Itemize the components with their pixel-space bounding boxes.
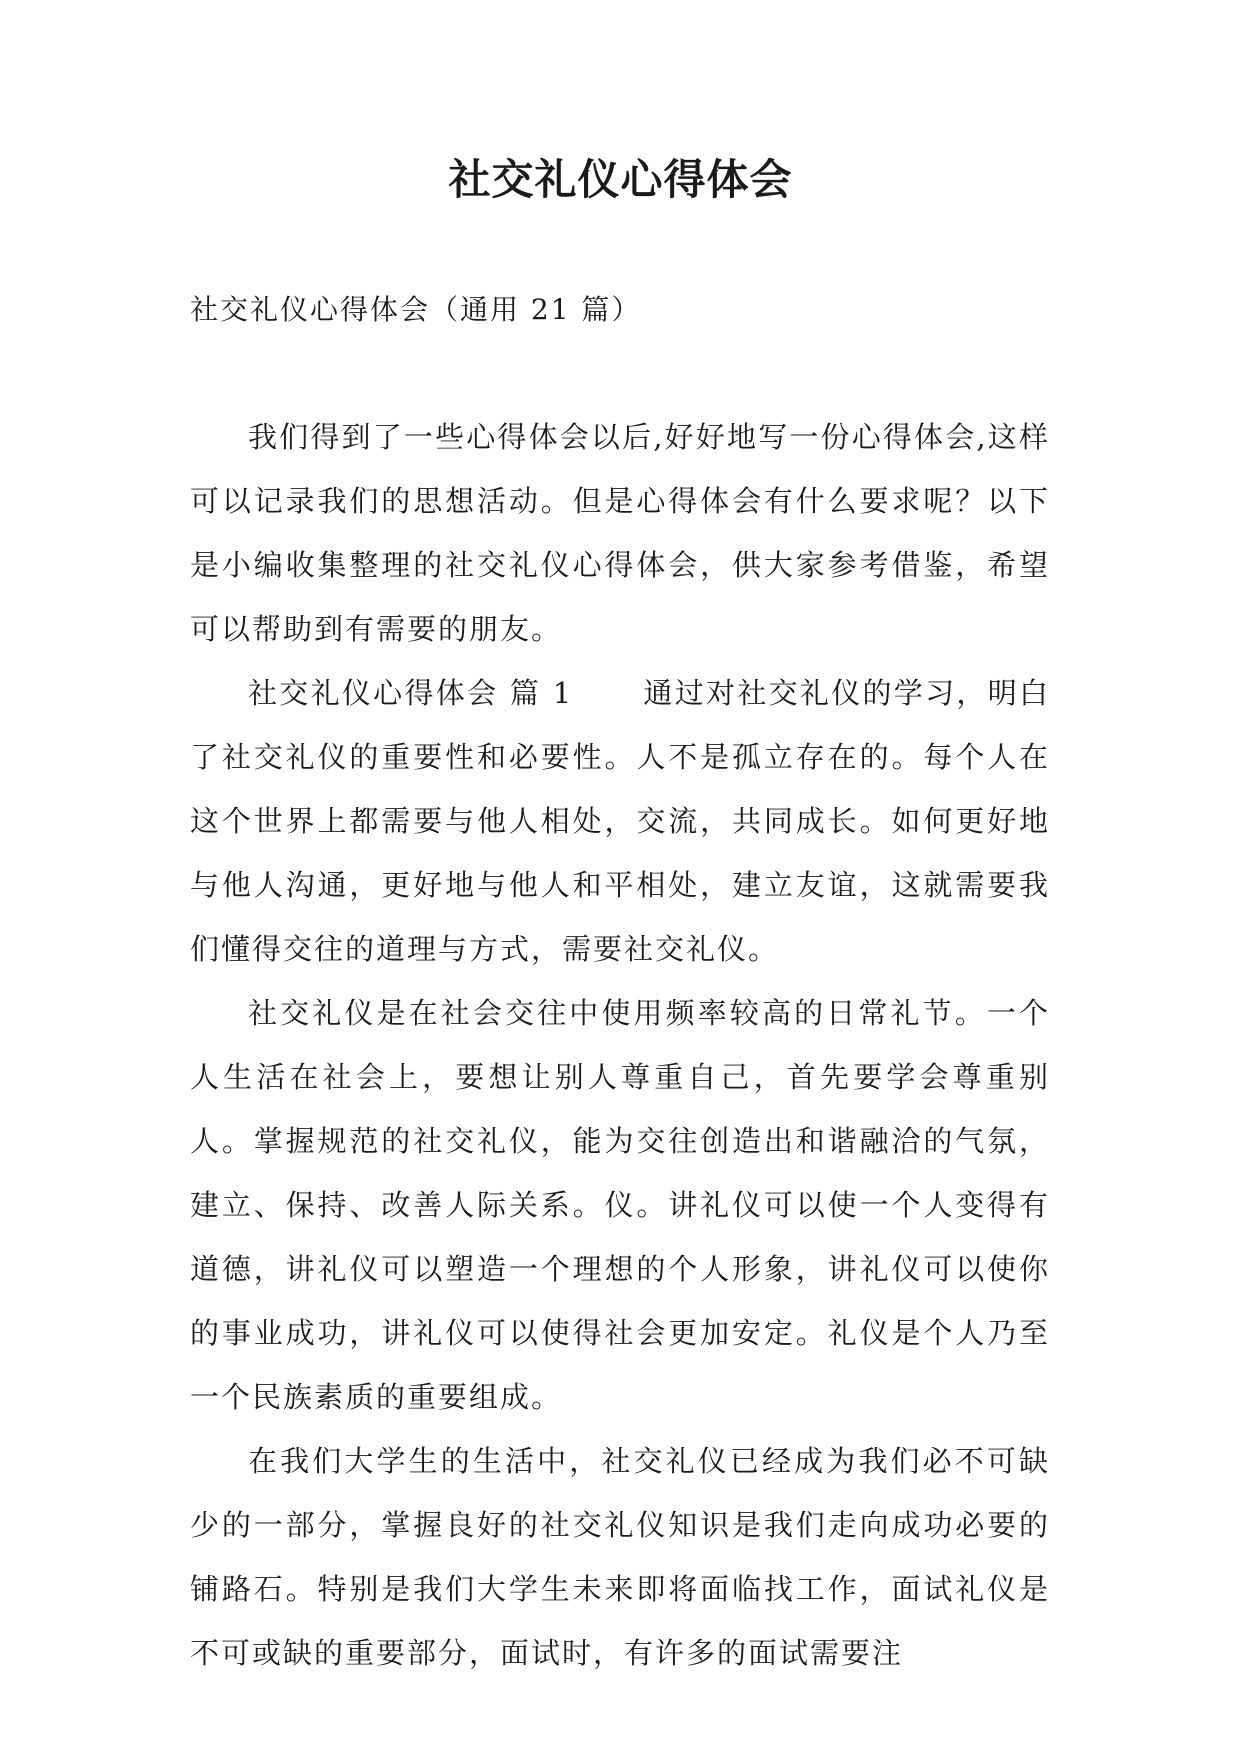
- document-body: [190, 405, 1050, 1685]
- intro-paragraph: 我们得到了一些心得体会以后,好好地写一份心得体会,这样可以记录我们的思想活动。但是心得体会有什么要求呢？以下是小编收集整理的社交礼仪心得体会，供大家参考借鉴，希望可以帮助到有需要的朋友。: [190, 420, 1050, 646]
- document-title: 社交礼仪心得体会: [448, 155, 793, 204]
- section-1-second-paragraph: 社交礼仪是在社会交往中使用频率较高的日常礼节。一个人生活在社会上，要想让别人尊重自己，首先要学会尊重别人。掌握规范的社交礼仪，能为交往创造出和谐融洽的气氛，建立、保持、改善人际关系。仪。讲礼仪可以使一个人变得有道德，讲礼仪可以塑造一个理想的个人形象，讲礼仪可以使你的事业成功，讲礼仪可以使得社会更加安定。礼仪是个人乃至一个民族素质的重要组成。: [190, 996, 1050, 1414]
- section-heading: 社交礼仪心得体会 篇 1: [248, 676, 574, 710]
- document-subtitle: 社交礼仪心得体会（通用 21 篇）: [190, 293, 642, 326]
- section-1-paragraph-text: 通过对社交礼仪的学习，明白了社交礼仪的重要性和必要性。人不是孤立存在的。每个人在这个世界上都需要与他人相处，交流，共同成长。如何更好地与他人沟通，更好地与他人和平相处，建立友谊，这就需要我们懂得交往的道理与方式，需要社交礼仪。: [190, 676, 1050, 966]
- section-1-third-paragraph: 在我们大学生的生活中，社交礼仪已经成为我们必不可缺少的一部分，掌握良好的社交礼仪知识是我们走向成功必要的铺路石。特别是我们大学生未来即将面临找工作，面试礼仪是不可或缺的重要部分，面试时，有许多的面试需要注: [190, 1444, 1050, 1670]
- section-1-first-paragraph: [190, 661, 1050, 981]
